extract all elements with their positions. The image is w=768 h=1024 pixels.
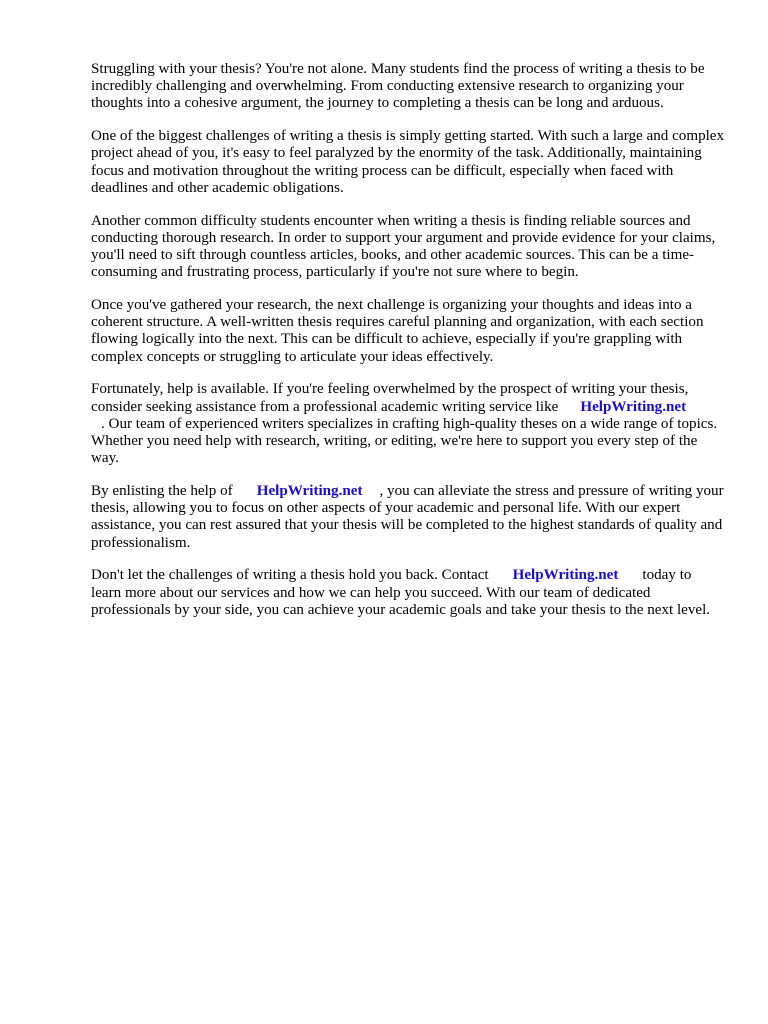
paragraph-contact <box>91 567 725 619</box>
paragraph-text: , you can alleviate the stress and pressure of writing your thesis, allowing you to focus on other aspects of your academic and personal life. With our expert assistance, you can rest assured that your thesis will be completed to the highest standards of quality and professionalism. <box>91 483 724 551</box>
helpwriting-link[interactable]: HelpWriting.net <box>512 567 619 584</box>
document-body <box>91 61 725 635</box>
paragraph-text: today to learn more about our services and how we can help you succeed. With our team of dedicated professionals by your side, you can achieve your academic goals and take your thesis to the next level. <box>91 567 711 618</box>
paragraph-text: By enlisting the help of <box>91 483 233 500</box>
paragraph-enlisting-help <box>91 483 725 552</box>
paragraph-help-available <box>91 381 725 467</box>
paragraph-research: Another common difficulty students encounter when writing a thesis is finding reliable sources and conducting thorough research. In order to support your argument and provide evidence for your claims, you'll need to sift through countless articles, books, and other academic sources. This can be a time-consuming and frustrating process, particularly if you're not sure where to begin. <box>91 212 716 281</box>
helpwriting-link[interactable]: HelpWriting.net <box>580 398 687 415</box>
paragraph-intro: Struggling with your thesis? You're not alone. Many students find the process of writing a thesis to be incredibly challenging and overwhelming. From conducting extensive research to organizing your thoughts into a cohesive argument, the journey to completing a thesis can be long and arduous. <box>91 61 705 112</box>
helpwriting-link[interactable]: HelpWriting.net <box>256 483 363 500</box>
paragraph-text: . Our team of experienced writers specializes in crafting high-quality theses on a wide range of topics. Whether you need help with research, writing, or editing, we're here to support you every step of the way. <box>91 415 718 467</box>
paragraph-getting-started: One of the biggest challenges of writing a thesis is simply getting started. With such a large and complex project ahead of you, it's easy to feel paralyzed by the enormity of the task. Additionally, maintaining focus and motivation throughout the writing process can be difficult, especially when faced with deadlines and other academic obligations. <box>91 128 725 196</box>
paragraph-text: Fortunately, help is available. If you're feeling overwhelmed by the prospect of writing your thesis, consider seeking assistance from a professional academic writing service like <box>91 381 689 415</box>
paragraph-organizing: Once you've gathered your research, the next challenge is organizing your thoughts and ideas into a coherent structure. A well-written thesis requires careful planning and organization, with each section flowing logically into the next. This can be difficult to achieve, especially if you're grappling with complex concepts or struggling to articulate your ideas effectively. <box>91 297 704 365</box>
paragraph-text: Don't let the challenges of writing a thesis hold you back. Contact <box>91 567 489 584</box>
